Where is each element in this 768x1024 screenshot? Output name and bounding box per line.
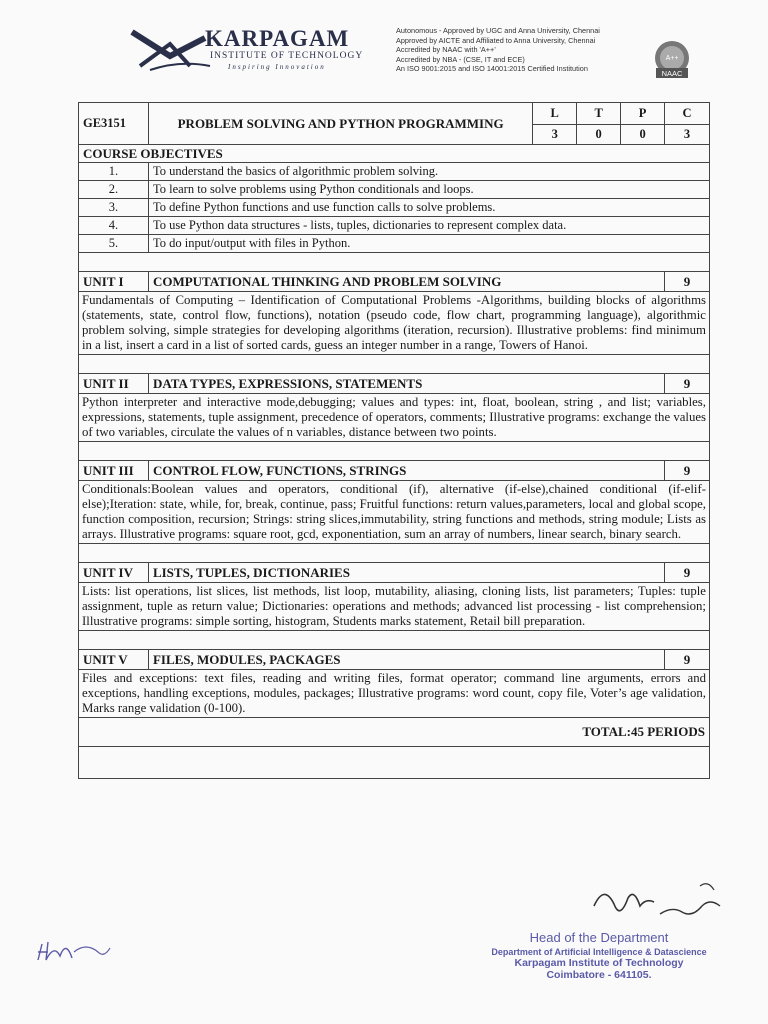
unit-number: UNIT I (79, 272, 149, 292)
institute-subtitle: INSTITUTE OF TECHNOLOGY (210, 51, 364, 61)
institute-name: KARPAGAM (205, 26, 350, 51)
objective-number: 5. (79, 235, 149, 253)
objective-number: 3. (79, 199, 149, 217)
objectives-heading: COURSE OBJECTIVES (79, 145, 710, 163)
naac-label: NAAC (661, 69, 683, 78)
stamp-institute: Karpagam Institute of Technology (514, 957, 684, 969)
ltpc-label-t: T (577, 103, 621, 125)
syllabus-sheet (78, 102, 710, 779)
objective-number: 2. (79, 181, 149, 199)
initials-signature-icon (34, 930, 114, 970)
ltpc-label-l: L (533, 103, 577, 125)
ltpc-label-p: P (621, 103, 665, 125)
stamp-department: Department of Artificial Intelligence & Datascience (491, 947, 707, 957)
unit-title: LISTS, TUPLES, DICTIONARIES (148, 563, 664, 583)
unit-content: Lists: list operations, list slices, list methods, list loop, mutability, aliasing, cloning lists, list parameters; Tuples: tuple assignment, tuple as return value; Dictionaries: operations and methods; advanced list processing - list comprehension; Illustrative programs: simple sorting, histogram, Students marks statement, Retail bill preparation. (79, 583, 710, 631)
unit-title: FILES, MODULES, PACKAGES (148, 650, 664, 670)
unit-hours: 9 (665, 272, 710, 292)
objective-text: To use Python data structures - lists, tuples, dictionaries to represent complex data. (148, 217, 709, 235)
ltpc-value-t: 0 (577, 125, 621, 145)
unit-number: UNIT II (79, 374, 149, 394)
objective-text: To define Python functions and use function calls to solve problems. (148, 199, 709, 217)
ltpc-value-l: 3 (533, 125, 577, 145)
ltpc-value-p: 0 (621, 125, 665, 145)
naac-grade: A++ (665, 55, 679, 62)
unit-hours: 9 (665, 650, 710, 670)
hod-stamp (484, 930, 714, 981)
accreditation-block (396, 26, 600, 74)
objective-text: To learn to solve problems using Python conditionals and loops. (148, 181, 709, 199)
accreditation-line: Autonomous - Approved by UGC and Anna University, Chennai (396, 26, 600, 35)
objective-number: 4. (79, 217, 149, 235)
unit-number: UNIT IV (79, 563, 149, 583)
unit-hours: 9 (665, 461, 710, 481)
spacer-row (79, 544, 710, 563)
naac-badge-icon (650, 38, 694, 82)
unit-number: UNIT III (79, 461, 149, 481)
accreditation-line: Approved by AICTE and Affiliated to Anna University, Chennai (396, 35, 596, 45)
institute-tagline: Inspiring Innovation (228, 63, 326, 71)
spacer-row (79, 747, 710, 779)
objective-text: To do input/output with files in Python. (148, 235, 709, 253)
unit-title: COMPUTATIONAL THINKING AND PROBLEM SOLVING (148, 272, 664, 292)
stamp-location: Coimbatore - 641105. (546, 969, 652, 981)
spacer-row (79, 253, 710, 272)
unit-title: DATA TYPES, EXPRESSIONS, STATEMENTS (148, 374, 664, 394)
accreditation-line: An ISO 9001:2015 and ISO 14001:2015 Certified Institution (396, 64, 588, 74)
unit-hours: 9 (665, 374, 710, 394)
total-periods: TOTAL:45 PERIODS (79, 718, 710, 747)
objective-number: 1. (79, 163, 149, 181)
unit-number: UNIT V (79, 650, 149, 670)
ltpc-value-c: 3 (665, 125, 710, 145)
unit-hours: 9 (665, 563, 710, 583)
accreditation-line: Accredited by NAAC with 'A++' (396, 45, 496, 55)
spacer-row (79, 442, 710, 461)
hod-signature-icon (590, 876, 740, 936)
unit-content: Python interpreter and interactive mode,debugging; values and types: int, float, boolean, string , and list; variables, expressions, statements, tuple assignment, precedence of operators, comments; Illustrative programs: exchange the values of two variables, circulate the values of n variables, distance between two points. (79, 394, 710, 442)
unit-title: CONTROL FLOW, FUNCTIONS, STRINGS (148, 461, 664, 481)
course-title: PROBLEM SOLVING AND PYTHON PROGRAMMING (148, 103, 532, 145)
syllabus-table (78, 102, 710, 779)
unit-content: Files and exceptions: text files, reading and writing files, format operator; command line arguments, errors and exceptions, handling exceptions, modules, packages; Illustrative programs: word count, copy file, Voter’s age validation, Marks range validation (0-100). (79, 670, 710, 718)
spacer-row (79, 631, 710, 650)
accreditation-line: Accredited by NBA - (CSE, IT and ECE) (396, 54, 525, 64)
objective-text: To understand the basics of algorithmic problem solving. (148, 163, 709, 181)
unit-content: Conditionals:Boolean values and operators, conditional (if), alternative (if-else),chained conditional (if-elif-else);Iteration: state, while, for, break, continue, pass; Fruitful functions: return values,parameters, local and global scope, function composition, recursion; Strings: string slices,immutability, string functions and methods, string module; Lists as arrays. Illustrative programs: square root, gcd, exponentiation, sum an array of numbers, linear search, binary search. (79, 481, 710, 544)
stamp-title: Head of the Department (529, 930, 669, 945)
ltpc-label-c: C (665, 103, 710, 125)
unit-content: Fundamentals of Computing – Identification of Computational Problems -Algorithms, building blocks of algorithms (statements, state, control flow, functions), notation (pseudo code, flow chart, programming language), algorithmic problem solving, simple strategies for developing algorithms (iteration, recursion). Illustrative problems: find minimum in a list, insert a card in a list of sorted cards, guess an integer number in a range, Towers of Hanoi. (79, 292, 710, 355)
spacer-row (79, 355, 710, 374)
course-code: GE3151 (79, 103, 149, 145)
